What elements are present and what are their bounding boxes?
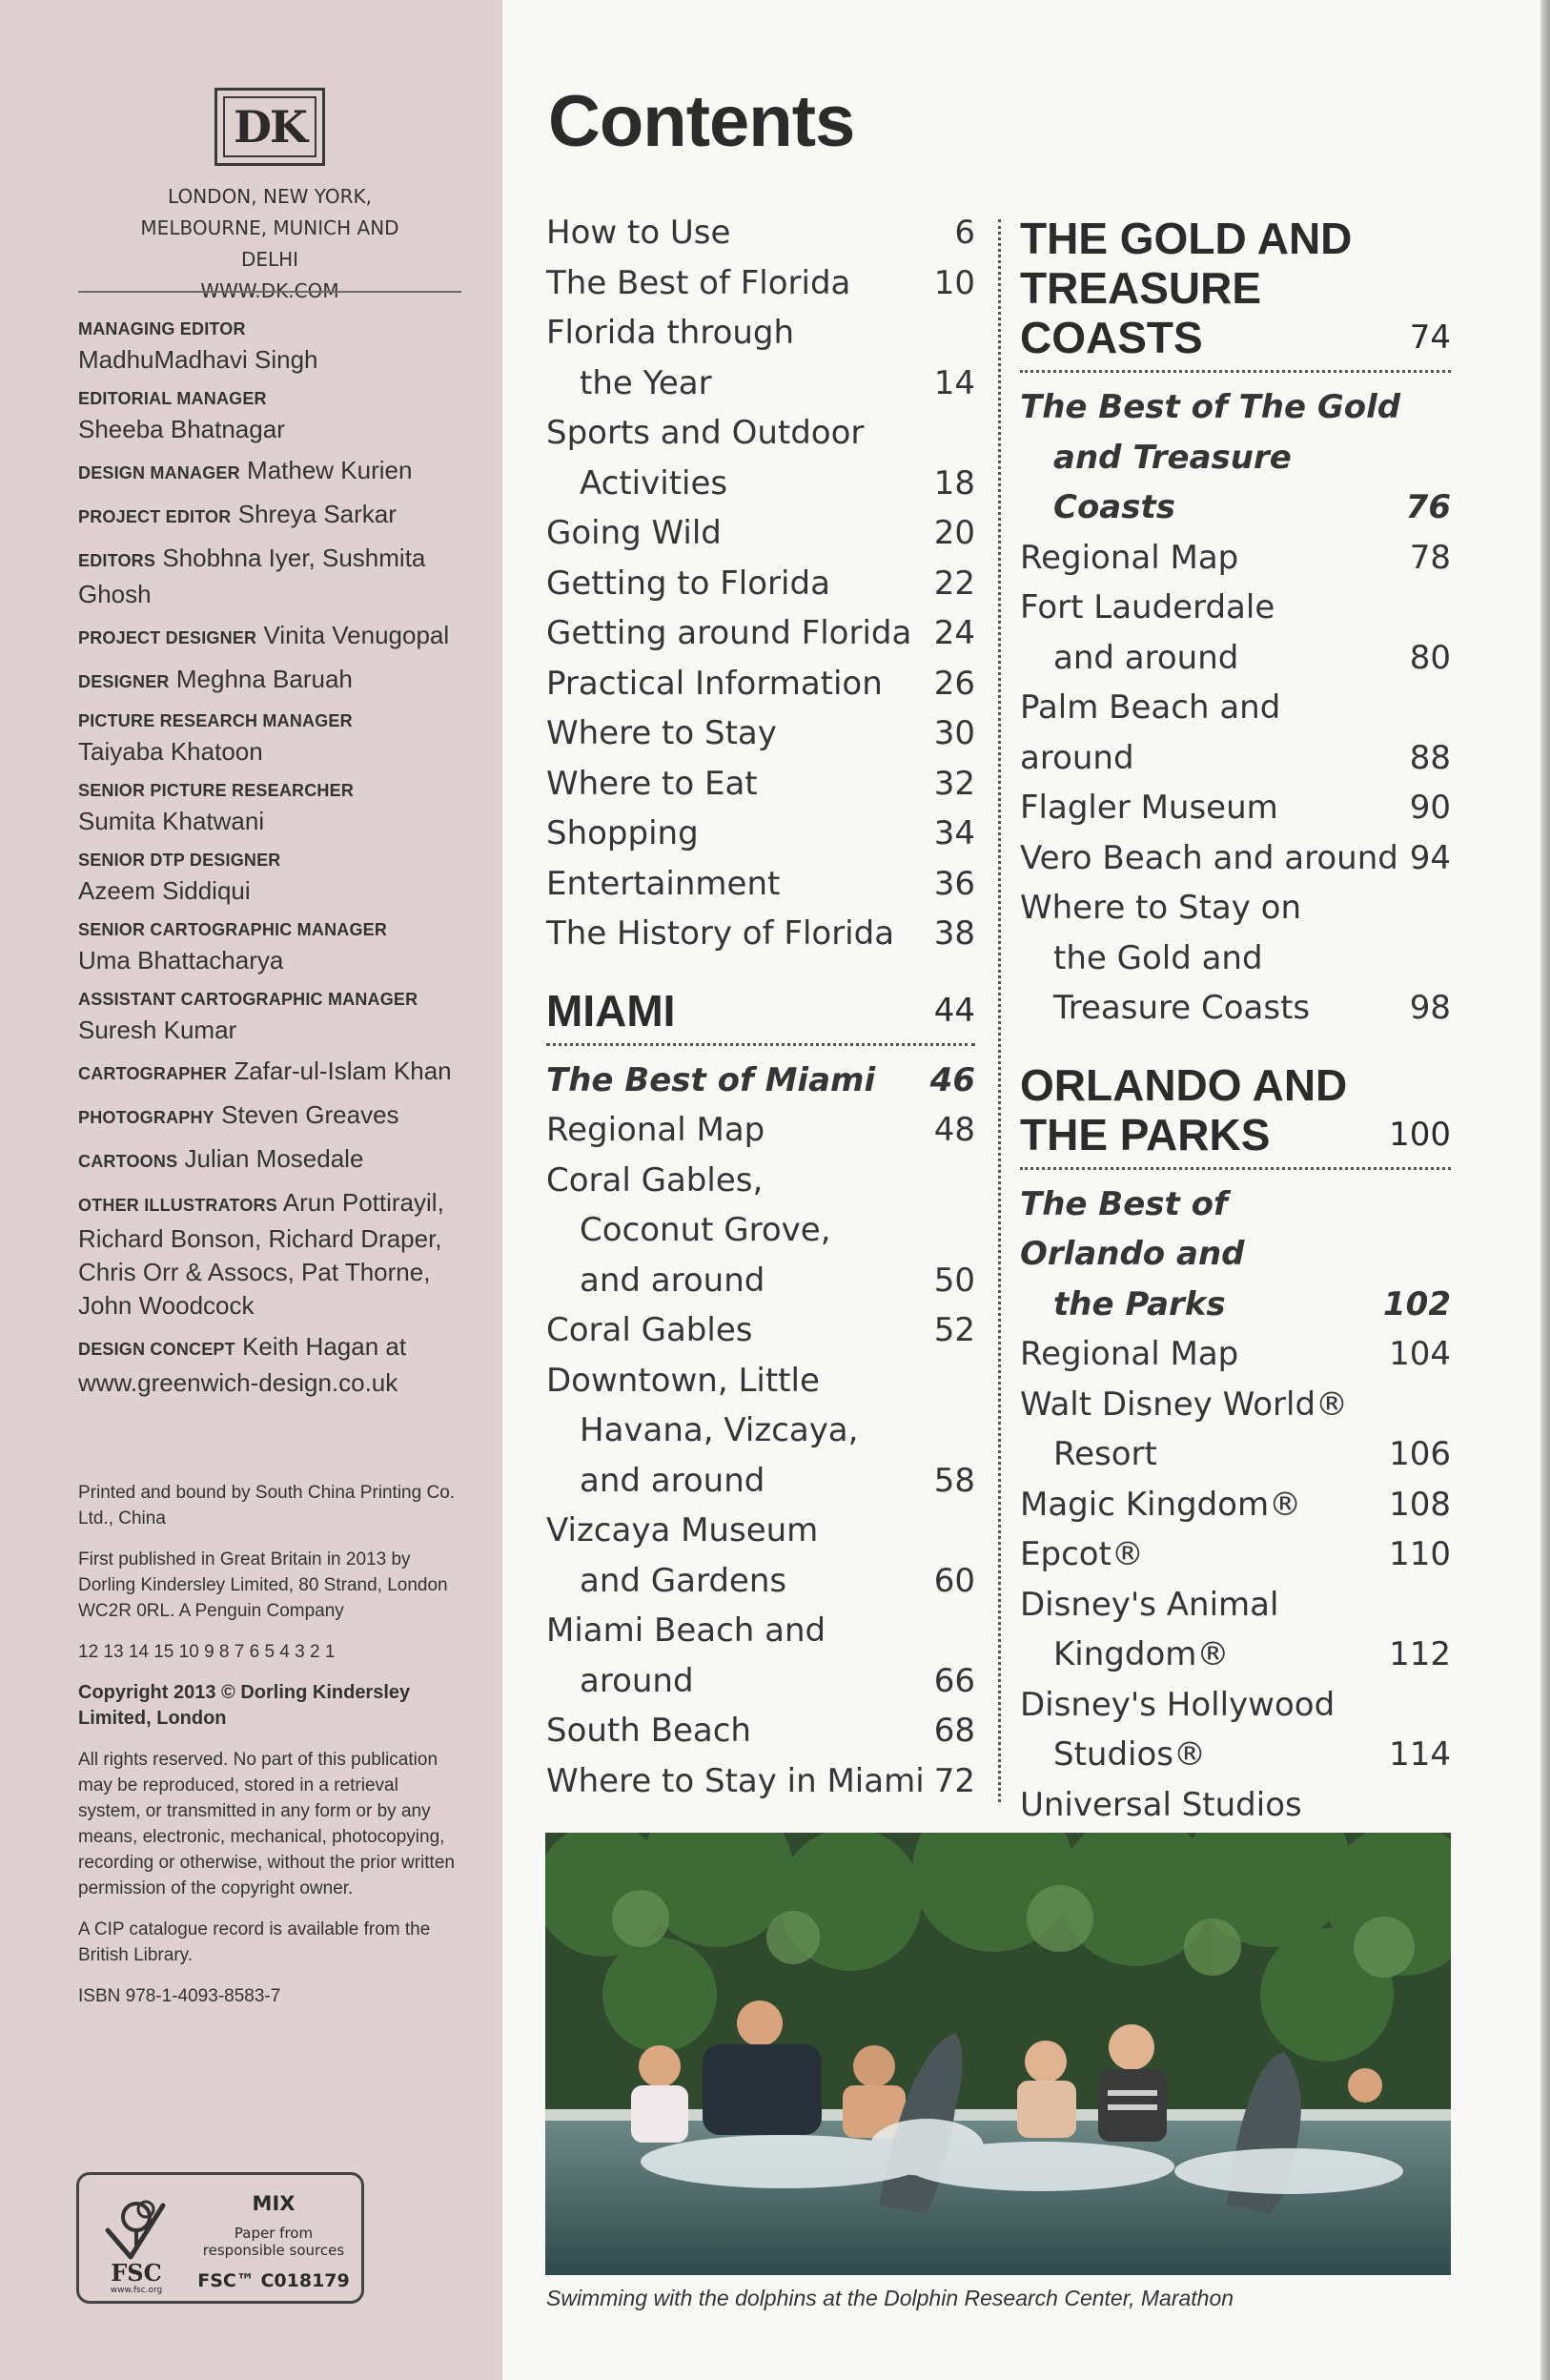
title-line: TREASURE — [1020, 263, 1262, 313]
page-number: 76 — [1405, 488, 1451, 526]
title-line: and around — [580, 1261, 765, 1300]
contents-entry — [546, 1506, 975, 1606]
credit-name: Shreya Sarkar — [237, 500, 397, 528]
dolphin-photo-illustration — [545, 1833, 1451, 2275]
title-line: The History of Florida — [546, 914, 895, 953]
page-number: 6 — [954, 214, 975, 252]
page-number: 26 — [933, 664, 975, 703]
credit-entry — [78, 1098, 479, 1135]
credit-entry — [78, 315, 479, 377]
credit-role: EDITORIAL MANAGER — [78, 389, 267, 408]
contents-entry — [546, 1356, 975, 1507]
contents-entry — [1020, 683, 1451, 783]
page-number: 18 — [933, 463, 975, 503]
page-number: 78 — [1409, 538, 1451, 577]
contents-entry — [546, 408, 975, 508]
entry-title — [1020, 833, 1403, 884]
credit-name: Sumita Khatwani — [78, 807, 265, 835]
page-number: 32 — [933, 764, 975, 803]
page-number: 98 — [1409, 989, 1451, 1027]
credit-entry — [78, 776, 479, 838]
page-number: 94 — [1409, 838, 1451, 877]
entry-title — [546, 1606, 928, 1706]
page-number: 66 — [933, 1661, 975, 1700]
title-line: Getting to Florida — [546, 564, 830, 603]
entry-title — [546, 1706, 928, 1756]
entry-title — [1020, 1680, 1389, 1780]
entry-title — [1020, 382, 1403, 533]
title-line: Vizcaya Museum — [546, 1511, 819, 1549]
title-line: Flagler Museum — [1020, 789, 1278, 827]
page-number: 38 — [933, 914, 975, 953]
title-line: Regional Map — [546, 1111, 765, 1149]
credit-name: Vinita Venugopal — [263, 621, 450, 649]
credit-name: Sheeba Bhatnagar — [78, 415, 285, 443]
credit-name: Azeem Siddiqui — [78, 876, 251, 905]
title-line: Regional Map — [1020, 1335, 1239, 1373]
fsc-label: FSC — [111, 2259, 162, 2287]
title-line: Going Wild — [546, 514, 722, 552]
dk-logo — [214, 88, 325, 166]
credit-role: DESIGNER — [78, 672, 170, 691]
column-divider — [998, 219, 1001, 1802]
page-number: 24 — [933, 614, 975, 652]
copyright-note: Copyright 2013 © Dorling Kindersley Limited, London — [78, 1682, 411, 1729]
contents-entry — [1020, 1529, 1451, 1580]
contents-entry — [546, 608, 975, 659]
page-number: 52 — [933, 1311, 975, 1349]
contents-entry — [546, 1606, 975, 1706]
contents-entry — [546, 1706, 975, 1756]
contents-entry — [1020, 1380, 1451, 1480]
title-line: Havana, Vizcaya, — [580, 1411, 859, 1449]
contents-entry — [546, 1056, 975, 1106]
entry-title — [546, 708, 928, 759]
entry-title — [1020, 783, 1403, 833]
title-line: the Gold and — [1053, 938, 1263, 977]
contents-entry — [546, 559, 975, 609]
contents-entry — [1020, 1180, 1451, 1330]
title-line: MIAMI — [546, 985, 676, 1036]
contents-entry — [1020, 833, 1451, 884]
page-edge — [1540, 0, 1550, 2380]
credit-role: DESIGN MANAGER — [78, 463, 240, 482]
first-published-note: First published in Great Britain in 2013 by Dorling Kindersley Limited, 80 Strand, London WC2R 0RL. A Penguin Company — [78, 1549, 448, 1621]
title-line: Coconut Grove, — [580, 1211, 831, 1249]
contents-entry — [1020, 1580, 1451, 1680]
page-number: 22 — [933, 564, 975, 603]
contents-entry — [546, 909, 975, 959]
contents-entry — [546, 759, 975, 810]
entry-title — [1020, 1329, 1389, 1380]
credit-entry — [78, 1186, 479, 1323]
credit-entry — [78, 384, 479, 446]
entry-title — [546, 759, 928, 810]
entry-title — [546, 1506, 928, 1606]
page-number: 108 — [1389, 1485, 1451, 1524]
contents-entry — [1020, 1680, 1451, 1780]
contents-entry — [546, 1305, 975, 1356]
page-number: 106 — [1389, 1435, 1451, 1473]
entry-title — [1020, 533, 1403, 584]
title-line: How to Use — [546, 214, 731, 252]
credit-entry — [78, 1142, 479, 1179]
credit-name: Meghna Baruah — [175, 665, 353, 693]
page-number: 36 — [933, 864, 975, 903]
page-number: 68 — [933, 1712, 975, 1750]
section-heading — [1020, 214, 1451, 373]
entry-title — [546, 408, 928, 508]
contents-entry — [546, 1156, 975, 1306]
entry-title — [546, 1305, 928, 1356]
fsc-badge — [76, 2172, 364, 2304]
page-number: 58 — [933, 1461, 975, 1500]
credit-role: CARTOONS — [78, 1152, 178, 1171]
page-number: 10 — [933, 263, 975, 302]
credit-name: Taiyaba Khatoon — [78, 737, 263, 766]
title-line: Miami Beach and — [546, 1611, 826, 1650]
credit-name: Arun Pottirayil, Richard Bonson, Richard Draper, Chris Orr & Assocs, Pat Thorne, John Woodcock — [78, 1188, 444, 1320]
credit-entry — [78, 498, 479, 534]
contents-entry — [546, 659, 975, 709]
page-number: 90 — [1409, 789, 1451, 827]
credit-entry — [78, 542, 479, 611]
title-line: Florida through — [546, 314, 795, 352]
entry-title — [546, 1156, 928, 1306]
title-line: Where to Eat — [546, 764, 758, 803]
credit-entry — [78, 454, 479, 490]
title-line: THE GOLD AND — [1020, 214, 1353, 263]
isbn: ISBN 978-1-4093-8583-7 — [78, 1986, 281, 2006]
title-line: Getting around Florida — [546, 614, 912, 652]
title-line: Magic Kingdom® — [1020, 1485, 1302, 1524]
credit-role: PICTURE RESEARCH MANAGER — [78, 711, 353, 730]
title-line: Walt Disney World® — [1020, 1385, 1349, 1424]
fsc-code: FSC™ C018179 — [197, 2270, 350, 2291]
title-line: Kingdom® — [1053, 1635, 1230, 1673]
title-line: Coral Gables, — [546, 1160, 764, 1200]
entry-title — [546, 258, 928, 309]
title-line: Disney's Animal — [1020, 1585, 1279, 1624]
entry-title — [546, 1756, 928, 1807]
printed-note: Printed and bound by South China Printing Co. Ltd., China — [78, 1483, 456, 1529]
title-line: and Gardens — [580, 1561, 787, 1600]
rights-note: All rights reserved. No part of this publication may be reproduced, stored in a retrieval system, or transmitted in any form or by any means, electronic, mechanical, photocopying, recording or otherwise, without the prior written permission of the copyright owner. — [78, 1750, 455, 1898]
credit-role: SENIOR DTP DESIGNER — [78, 851, 281, 870]
page-number: 44 — [933, 991, 975, 1030]
title-line: Treasure Coasts — [1053, 989, 1311, 1027]
title-line: Practical Information — [546, 664, 883, 703]
fsc-site: www.fsc.org — [110, 2286, 163, 2295]
title-line: THE PARKS — [1020, 1109, 1271, 1159]
credit-role: CARTOGRAPHER — [78, 1064, 228, 1083]
entry-title — [1020, 1480, 1389, 1530]
title-line: Epcot® — [1020, 1535, 1144, 1573]
page-number: 20 — [933, 514, 975, 552]
entry-title — [1020, 1580, 1389, 1680]
contents-entry — [1020, 1329, 1451, 1380]
entry-title — [546, 608, 928, 659]
credit-entry — [78, 915, 479, 977]
credit-role: MANAGING EDITOR — [78, 319, 246, 339]
credit-entry — [78, 619, 479, 655]
credit-name: Uma Bhattacharya — [78, 946, 284, 975]
section-title — [1020, 1060, 1389, 1159]
contents-entry — [546, 308, 975, 408]
credit-name: Keith Hagan at www.greenwich-design.co.uk — [78, 1332, 407, 1397]
entry-title — [546, 1356, 928, 1507]
title-line: Universal Studios — [1020, 1785, 1302, 1824]
publication-details — [78, 1480, 459, 2024]
title-line: Coral Gables — [546, 1311, 753, 1349]
credit-name: Suresh Kumar — [78, 1016, 237, 1044]
page-title: Contents — [548, 81, 855, 162]
contents-entry — [546, 859, 975, 910]
title-line: Where to Stay in Miami — [546, 1761, 925, 1800]
credit-role: EDITORS — [78, 551, 156, 570]
title-line: The Best of Florida — [546, 263, 851, 302]
credit-role: OTHER ILLUSTRATORS — [78, 1196, 277, 1215]
title-line: and around — [580, 1461, 765, 1500]
title-line: Regional Map — [1020, 538, 1239, 577]
credit-name: Mathew Kurien — [247, 456, 413, 484]
publisher-info — [78, 181, 461, 307]
page-number: 72 — [933, 1761, 975, 1800]
fsc-tree-icon — [94, 2188, 174, 2268]
title-line: Activities — [580, 463, 728, 503]
photo-caption: Swimming with the dolphins at the Dolphin Research Center, Marathon — [546, 2286, 1234, 2310]
dolphin-photo — [545, 1833, 1451, 2275]
contents-entry — [546, 1756, 975, 1807]
publisher-cities: LONDON, NEW YORK, MELBOURNE, MUNICH AND DELHI — [140, 185, 399, 271]
title-line: Downtown, Little — [546, 1361, 820, 1400]
entry-title — [1020, 1180, 1383, 1330]
title-line: The Best of Miami — [546, 1060, 876, 1099]
title-line: Sports and Outdoor — [546, 414, 865, 452]
fsc-paper: Paper from responsible sources — [202, 2225, 345, 2259]
credit-name: MadhuMadhavi Singh — [78, 345, 318, 374]
title-line: and Treasure Coasts — [1053, 438, 1292, 526]
entry-title — [546, 659, 928, 709]
credit-role: SENIOR PICTURE RESEARCHER — [78, 781, 355, 800]
credit-role: PHOTOGRAPHY — [78, 1108, 214, 1127]
title-line: the Parks — [1053, 1284, 1226, 1323]
title-line: the Year — [580, 363, 712, 402]
title-line: Where to Stay on — [1020, 889, 1302, 927]
publisher-website: WWW.DK.COM — [200, 279, 339, 302]
title-line: COASTS — [1020, 313, 1203, 362]
credit-role: DESIGN CONCEPT — [78, 1340, 235, 1359]
entry-title — [546, 809, 928, 859]
entry-title — [546, 559, 928, 609]
contents-entry — [546, 508, 975, 559]
entry-title — [546, 1056, 928, 1106]
credit-role: SENIOR CARTOGRAPHIC MANAGER — [78, 920, 388, 939]
title-line: Palm Beach and around — [1020, 688, 1281, 777]
title-line: around — [580, 1661, 694, 1700]
contents-entry — [1020, 583, 1451, 683]
contents-entry — [1020, 783, 1451, 833]
credits-sidebar — [0, 0, 502, 2380]
credit-name: Steven Greaves — [221, 1100, 399, 1129]
contents-entry — [546, 809, 975, 859]
fsc-mix: MIX — [252, 2192, 296, 2215]
title-line: Shopping — [546, 814, 699, 852]
page-number: 100 — [1389, 1115, 1451, 1154]
page-number: 30 — [933, 714, 975, 752]
entry-title — [546, 308, 928, 408]
credit-entry — [78, 1055, 479, 1091]
page-number: 34 — [933, 814, 975, 852]
contents-column-left — [546, 208, 975, 1806]
page-number: 110 — [1389, 1535, 1451, 1573]
contents-column-right — [1020, 208, 1451, 1980]
section-heading — [546, 986, 975, 1046]
title-line: The Best of Orlando and — [1020, 1184, 1245, 1273]
title-line: Where to Stay — [546, 714, 777, 752]
print-line: 12 13 14 15 10 9 8 7 6 5 4 3 2 1 — [78, 1642, 336, 1662]
page-number: 60 — [933, 1561, 975, 1600]
section-heading — [1020, 1060, 1451, 1170]
contents-entry — [1020, 1480, 1451, 1530]
page-number: 112 — [1389, 1635, 1451, 1673]
contents-entry — [546, 208, 975, 258]
contents-entry — [546, 1105, 975, 1156]
entry-title — [546, 909, 928, 959]
credit-entry — [78, 707, 479, 769]
page-number: 14 — [933, 363, 975, 402]
page-number: 104 — [1389, 1335, 1451, 1373]
title-line: ORLANDO AND — [1020, 1059, 1348, 1110]
section-title — [1020, 214, 1410, 362]
entry-title — [546, 1105, 928, 1156]
credit-role: ASSISTANT CARTOGRAPHIC MANAGER — [78, 990, 418, 1009]
contents-entry — [546, 708, 975, 759]
entry-title — [1020, 883, 1403, 1034]
page-number: 48 — [933, 1111, 975, 1149]
title-line: Entertainment — [546, 864, 781, 903]
page-number: 114 — [1389, 1735, 1451, 1774]
credit-name: Shobhna Iyer, Sushmita Ghosh — [78, 544, 426, 608]
sidebar-rule — [78, 291, 461, 293]
credit-role: PROJECT EDITOR — [78, 507, 232, 526]
contents-entry — [1020, 883, 1451, 1034]
credit-role: PROJECT DESIGNER — [78, 628, 257, 647]
credit-entry — [78, 1330, 479, 1400]
credits-list — [78, 315, 479, 1407]
title-line: Disney's Hollywood — [1020, 1685, 1336, 1724]
entry-title — [1020, 1380, 1389, 1480]
entry-title — [546, 508, 928, 559]
entry-title — [546, 859, 928, 910]
credit-name: Julian Mosedale — [184, 1144, 364, 1173]
credit-entry — [78, 985, 479, 1047]
section-title — [546, 986, 934, 1036]
entry-title — [1020, 583, 1403, 683]
page-number: 102 — [1383, 1284, 1451, 1323]
contents-entry — [1020, 533, 1451, 584]
title-line: Studios® — [1053, 1735, 1207, 1774]
cip-note: A CIP catalogue record is available from the British Library. — [78, 1919, 431, 1965]
entry-title — [1020, 1529, 1389, 1580]
title-line: Fort Lauderdale — [1020, 588, 1275, 626]
page-number: 74 — [1409, 318, 1451, 357]
page-number: 88 — [1409, 738, 1451, 777]
entry-title — [1020, 683, 1403, 783]
credit-name: Zafar-ul-Islam Khan — [234, 1057, 452, 1085]
entry-title — [546, 208, 928, 258]
page-number: 50 — [933, 1261, 975, 1300]
page-number: 46 — [929, 1060, 975, 1099]
title-line: Vero Beach and around — [1020, 838, 1398, 877]
title-line: The Best of The Gold — [1020, 388, 1401, 426]
title-line: and around — [1053, 638, 1239, 677]
credit-entry — [78, 663, 479, 699]
dk-logo-text: DK — [223, 96, 316, 157]
title-line: South Beach — [546, 1712, 751, 1750]
credit-entry — [78, 846, 479, 908]
contents-entry — [1020, 382, 1451, 533]
contents-entry — [546, 258, 975, 309]
page-number: 80 — [1409, 638, 1451, 677]
title-line: Resort — [1053, 1435, 1157, 1473]
